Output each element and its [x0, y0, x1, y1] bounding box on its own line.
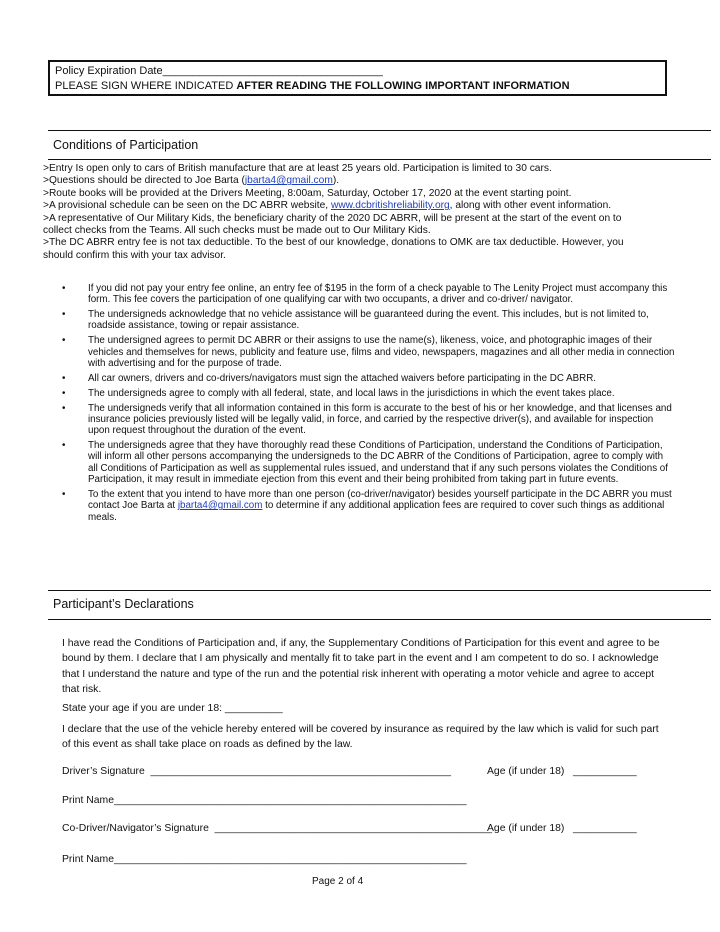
- declaration-paragraph-1: I have read the Conditions of Participation and, if any, the Supplementary Conditions of Participation for this event and agree to be bound by them. I declare that I am physically and mentally fit to take part in the event and I am competent to do so. I acknowledge that I understand the nature and type of the run and the potential risk inherent with operating a motor vehicle and agree to accept that risk.: [62, 638, 660, 696]
- sign-notice-line: [55, 79, 660, 94]
- header-notice-box: [48, 60, 667, 96]
- conditions-title: Conditions of Participation: [53, 138, 199, 152]
- driver-print-name-field[interactable]: Print Name_____________________________________________________________: [62, 795, 467, 806]
- bullet-icon: •: [62, 440, 66, 452]
- sign-notice-prefix: PLEASE SIGN WHERE INDICATED: [55, 80, 237, 92]
- list-item: • If you did not pay your entry fee online, an entry fee of $195 in the form of a check payable to The Lenity Project must accompany this form. This fee covers the participation of one qualifying car with two occupants, a driver and co-driver/ navigator.: [62, 283, 668, 306]
- section-rule-top: [48, 130, 711, 131]
- website-link[interactable]: www.dcbritishreliability.org: [330, 200, 450, 212]
- codriver-signature-field[interactable]: Co-Driver/Navigator’s Signature ________________________________________________: [62, 823, 493, 834]
- condition-line: >The DC ABRR entry fee is not tax deductible. To the best of our knowledge, donations to OMK are tax deductible. However, you: [43, 237, 624, 249]
- condition-line: >Questions should be directed to Joe Barta (jbarta4@gmail.com).: [43, 175, 340, 187]
- sign-notice-bold: AFTER READING THE FOLLOWING IMPORTANT INFORMATION: [236, 80, 570, 92]
- list-item: • The undersigneds acknowledge that no vehicle assistance will be guaranteed during the event. This includes, but is not limited to, roadside assistance, towing or repair assistance.: [62, 309, 649, 332]
- driver-age-field[interactable]: Age (if under 18) ___________: [487, 766, 637, 777]
- bullet-icon: •: [62, 402, 66, 414]
- bullet-icon: •: [62, 283, 66, 294]
- conditions-lines: [43, 163, 663, 262]
- email-link[interactable]: jbarta4@gmail.com: [244, 175, 333, 187]
- policy-expiration-label: Policy Expiration Date: [55, 65, 163, 77]
- email-link[interactable]: jbarta4@gmail.com: [177, 500, 263, 512]
- codriver-age-field[interactable]: Age (if under 18) ___________: [487, 823, 637, 834]
- condition-line: >Entry Is open only to cars of British manufacture that are at least 25 years old. Participation is limited to 30 cars.: [43, 163, 552, 174]
- bullet-icon: •: [62, 335, 66, 347]
- list-item: • The undersigneds verify that all information contained in this form is accurate to the best of his or her knowledge, and that licenses and insurance policies previously listed will be legally valid, in force, and carried by the respective driver(s), and available for inspection upon request throughout the duration of the event.: [62, 402, 672, 437]
- section-rule-bottom: [48, 619, 711, 620]
- condition-line: >A representative of Our Military Kids, the beneficiary charity of the 2020 DC ABRR, will be present at the start of the event on to: [43, 212, 622, 224]
- declaration-paragraph-2: I declare that the use of the vehicle hereby entered will be covered by insurance as required by the law which is valid for such part of this event as shall take place on roads as defined by the law.: [62, 724, 659, 751]
- section-rule-bottom: [48, 159, 711, 160]
- bullet-icon: •: [62, 372, 66, 384]
- declarations-title: Participant’s Declarations: [53, 597, 194, 611]
- condition-line: >Route books will be provided at the Drivers Meeting, 8:00am, Saturday, October 17, 2020 at the event starting point.: [43, 187, 572, 199]
- bullet-icon: •: [62, 387, 66, 399]
- list-item: • The undersigned agrees to permit DC ABRR or their assigns to use the name(s), likeness, voice, and photographic images of their vehicles and themselves for news, publicity and feature use, films and video, newspapers, magazines and all other media in connection with advertising and for the purpose of trade.: [62, 335, 675, 369]
- list-item: • The undersigneds agree that they have thoroughly read these Conditions of Participation, understand the Conditions of Participation, will inform all other persons accompanying the undersigneds to the DC ABRR of the Conditions of Participation, agree to comply with all Conditions of Participation as well as supplemental rules issued, and understand that if any such persons violates the Conditions of Participation, it may result in immediate ejection from this event and their being prohibited from taking part in future events.: [62, 440, 668, 486]
- list-item: • The undersigneds agree to comply with all federal, state, and local laws in the jurisdictions in which the event takes place.: [62, 387, 615, 399]
- list-item: • To the extent that you intend to have more than one person (co-driver/navigator) besides yourself participate in the DC ABRR you must contact Joe Barta at jbarta4@gmail.com to determine if any additional application fees are required to cover such things as additional meals.: [62, 488, 672, 523]
- policy-expiration-line: [55, 64, 660, 79]
- driver-signature-field[interactable]: Driver’s Signature ____________________________________________________: [62, 766, 452, 777]
- list-item: • All car owners, drivers and co-drivers/navigators must sign the attached waivers before participating in the DC ABRR.: [62, 372, 597, 384]
- bullet-icon: •: [62, 309, 66, 321]
- bullet-icon: •: [62, 488, 66, 500]
- condition-line: >A provisional schedule can be seen on the DC ABRR website, www.dcbritishreliability.org, along with other event information.: [43, 200, 612, 212]
- age-statement[interactable]: State your age if you are under 18: __________: [62, 703, 283, 714]
- condition-line: should confirm this with your tax advisor.: [43, 249, 226, 261]
- policy-expiration-blank[interactable]: ____________________________________: [162, 65, 383, 77]
- condition-line: collect checks from the Teams. All such checks must be made out to Our Military Kids.: [43, 225, 431, 237]
- page-number: Page 2 of 4: [312, 876, 364, 887]
- codriver-print-name-field[interactable]: Print Name_____________________________________________________________: [62, 854, 467, 865]
- section-rule-top: [48, 590, 711, 591]
- conditions-bullet-list: [60, 283, 675, 526]
